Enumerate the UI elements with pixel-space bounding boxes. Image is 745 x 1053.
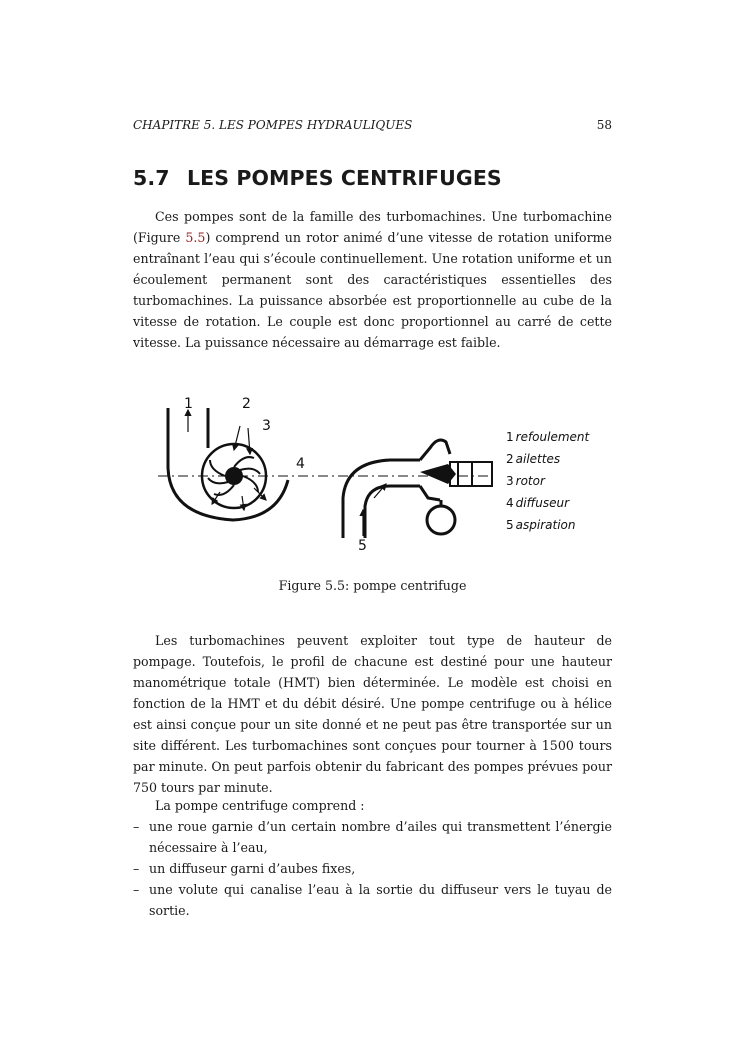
legend-text: ailettes [515,452,561,466]
list-item: – une roue garnie d’un certain nombre d’ailes qui transmettent l’énergie nécessaire à l’eau, [133,816,612,858]
section-number: 5.7 [133,166,170,190]
intro-paragraph [133,206,612,353]
section-heading [133,166,502,190]
figure-number-labels [184,396,367,554]
label-5: 5 [358,538,367,554]
legend-num: 3 [506,474,514,488]
legend-text: diffuseur [515,496,570,510]
paragraph-text [133,206,612,353]
label-3: 3 [262,418,271,434]
figure-legend [506,426,589,536]
list-intro: La pompe centrifuge comprend : [155,798,365,813]
components-paragraph [133,795,612,921]
section-title: LES POMPES CENTRIFUGES [187,166,502,190]
running-header [133,118,612,132]
pump-figure [158,388,598,558]
legend-item [506,514,589,536]
components-list [133,816,612,921]
legend-item [506,448,589,470]
label-4: 4 [296,456,305,472]
legend-num: 1 [506,430,514,444]
legend-text: refoulement [515,430,590,444]
legend-text: aspiration [515,518,576,532]
chapter-title: CHAPITRE 5. LES POMPES HYDRAULIQUES [133,118,413,132]
list-item: – une volute qui canalise l’eau à la sortie du diffuseur vers le tuyau de sortie. [133,879,612,921]
figure-reference-link[interactable]: 5.5 [185,230,206,245]
legend-item [506,492,589,514]
turbomachines-paragraph [133,630,612,798]
paragraph-text-part: ) comprend un rotor animé d’une vitesse de rotation uniforme entraînant l’eau qui s’écoule continuellement. Une rotation uniforme et un écoulement permanent sont des caractéristiques essentielles des turbomachines. La puissance absorbée est proportionnelle au cube de la vitesse de rotation. Le couple est donc proportionnel au carré de cette vitesse. La puissance nécessaire au démarrage est faible. [133,230,612,350]
legend-item [506,470,589,492]
page-number: 58 [596,118,612,132]
label-2: 2 [242,396,251,412]
label-1: 1 [184,396,193,412]
paragraph-text: Les turbomachines peuvent exploiter tout type de hauteur de pompage. Toutefois, le profil de chacune est destiné pour une hauteur manométrique totale (HMT) bien déterminée. Le modèle est choisi en fonction de la HMT et du débit désiré. Une pompe centrifuge ou à hélice est ainsi conçue pour un site donné et ne peut pas être transportée sur un site différent. Les turbomachines sont conçues pour tourner à 1500 tours par minute. On peut parfois obtenir du fabricant des pompes prévues pour 750 tours par minute. [133,633,612,795]
legend-item [506,426,589,448]
legend-num: 5 [506,518,514,532]
list-item: – un diffuseur garni d’aubes fixes, [133,858,612,879]
figure-caption: Figure 5.5: pompe centrifuge [278,578,467,593]
legend-num: 2 [506,452,514,466]
paragraph-text-part: Ces pompes sont de la famille des turbomachines. Une turbomachine (Figure [133,209,612,245]
legend-num: 4 [506,496,514,510]
casing-drawing [343,440,492,538]
legend-text: rotor [515,474,545,488]
